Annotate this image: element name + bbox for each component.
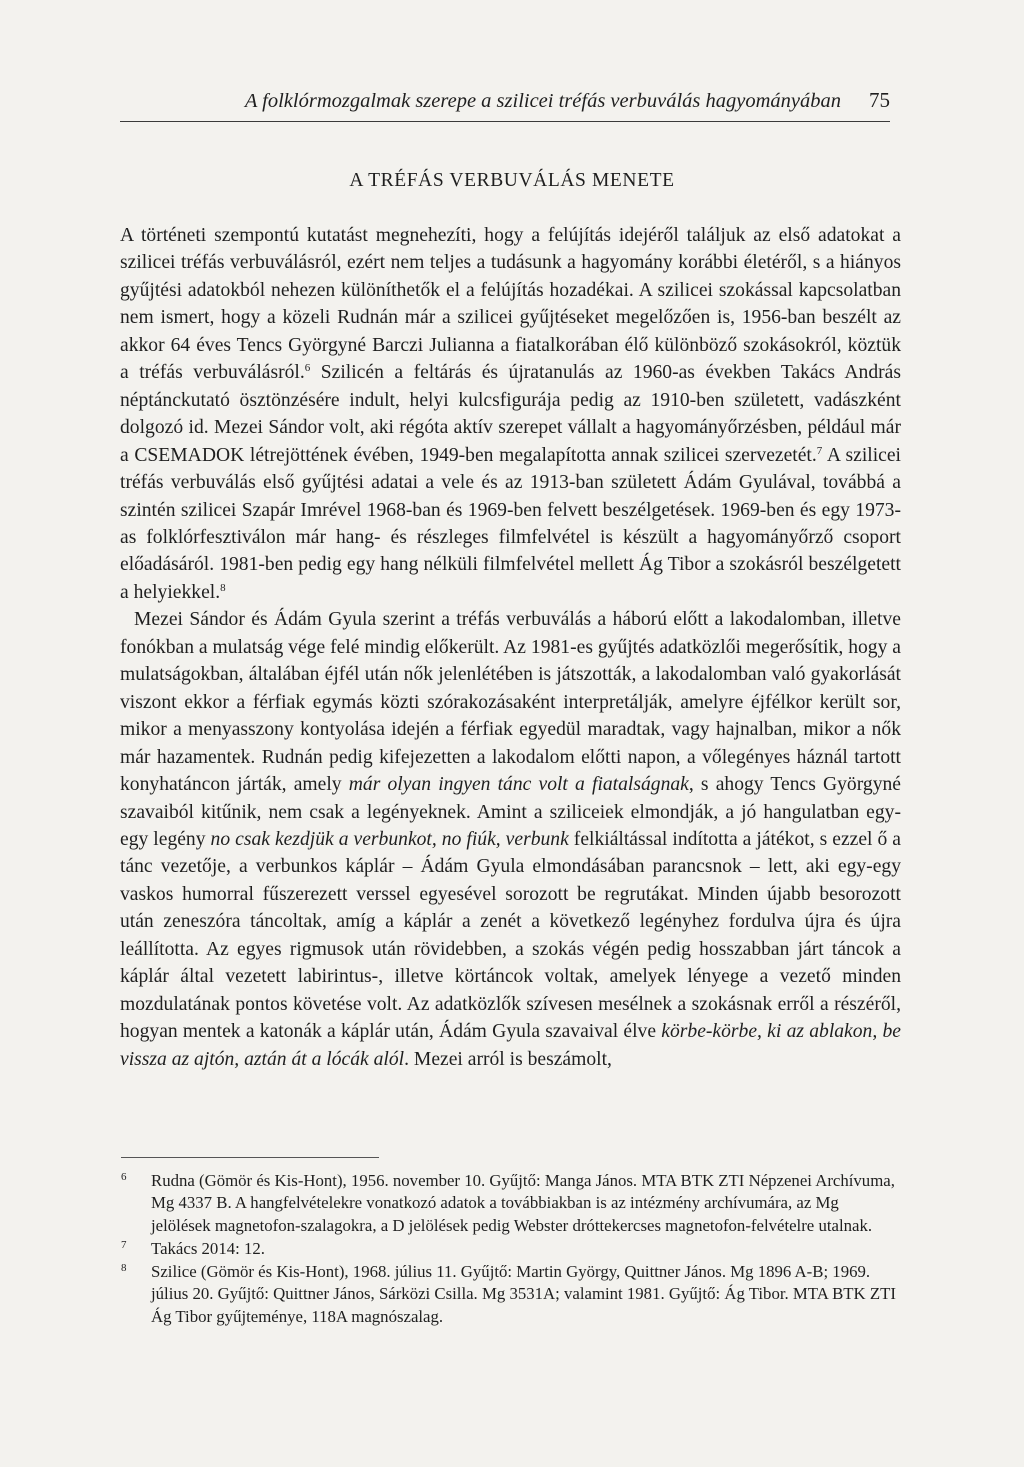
paragraph-2-part-a: Mezei Sándor és Ádám Gyula szerint a tréfás verbuválás a háború előtt a lakodalomban, illetve fonókban a mulatság vége felé mindig előkerült. Az 1981-es gyűjtés adatközlői megerősítik, hogy a mulatságokban, általában éjfél után nők jelenlétében is játszották, a lakodalomban való gyakorlását viszont ekkor a férfiak egymás közti szórakozásaként interpretálják, amelyre éjfélkor került sor, mikor a menyasszony kontyolása idején a férfiak egyedül maradtak, vagy hajnalban, mikor a nők már hazamentek. Rudnán pedig kifejezetten a lakodalom előtti napon, a vőlegényes háznál tartott konyhatáncon járták, amely bbox=[120, 609, 901, 796]
paragraph-2 bbox=[120, 606, 901, 1073]
section-heading: A TRÉFÁS VERBUVÁLÁS MENETE bbox=[349, 170, 675, 191]
page-number: 75 bbox=[869, 88, 890, 112]
footnote-mark: 6 bbox=[121, 1171, 127, 1183]
footnote-7 bbox=[121, 1238, 902, 1260]
paragraph-2-part-d: . Mezei arról is beszámolt, bbox=[404, 1048, 612, 1070]
paragraph-2-part-c: felkiáltással indította a játékot, s ezzel ő a tánc vezetője, a verbunkos káplár – Ádám Gyula elmondásában parancsnok – lett, aki egy-egy vaskos humorral fűszerezett verssel egyesével sorozott be regrutákat. Minden újabb besorozott után zeneszóra táncoltak, amíg a káplár a zenét a következő legényhez fordulva újra és újra leállította. Az egyes rigmusok után rövidebben, a szokás végén pedig hosszabban járt táncok a káplár által vezetett labirintus-, illetve körtáncok voltak, amelyek lényege a vezető minden mozdulatának pontos követése volt. Az adatközlők szívesen mesélnek a szokásnak erről a részéről, hogyan mentek a katonák a káplár után, Ádám Gyula szavaival élve bbox=[120, 828, 901, 1043]
paragraph-2-part-b: , s ahogy Tencs Györgyné szavaiból kitűnik, nem csak a legényeknek. Amint a sziliceiek elmondják, a jó hangulatban egy-egy legény bbox=[120, 774, 901, 850]
paragraph-1 bbox=[120, 222, 901, 606]
footnote-mark: 7 bbox=[121, 1238, 127, 1251]
body-text bbox=[120, 222, 901, 1073]
quote-3: körbe-körbe, ki az ablakon, be vissza az ajtón, aztán át a lócák alól bbox=[120, 1021, 901, 1070]
running-title: A folklórmozgalmak szerepe a szilicei tréfás verbuválás hagyományában bbox=[244, 90, 841, 112]
footnote-text: Szilice (Gömör és Kis-Hont), 1968. július 11. Gyűjtő: Martin György, Quittner János. Mg 1896 A-B; 1969. július 20. Gyűjtő: Quittner János, Sárközi Csilla. Mg 3531A; valamint 1981. Gyűjtő: Ág Tibor. MTA BTK ZTI Ág Tibor gyűjteménye, 118A magnószalag. bbox=[151, 1262, 896, 1326]
footnote-mark: 8 bbox=[121, 1262, 127, 1275]
footnote-divider bbox=[121, 1157, 379, 1158]
footnote-text: Takács 2014: 12. bbox=[151, 1238, 265, 1258]
footnote-6 bbox=[121, 1170, 902, 1237]
paragraph-1-part-c: A szilicei tréfás verbuválás első gyűjtési adatai a vele és az 1913-ban született Ádám Gyulával, továbbá a szintén szilicei Szapár Imrével 1968-ban és 1969-ben felvett beszélgetések. 1969-ben és egy 1973-as folklórfesztiválon már hang- és részleges filmfelvétel is készült a hagyományőrző csoport előadásáról. 1981-ben pedig egy hang nélküli filmfelvétel mellett Ág Tibor a szokásról beszélgetett a helyiekkel. bbox=[120, 444, 902, 603]
footnote-text: Rudna (Gömör és Kis-Hont), 1956. november 10. Gyűjtő: Manga János. MTA BTK ZTI Népzenei Archívuma, Mg 4337 B. A hangfelvételekre vonatkozó adatok a továbbiakban is az intézmény archívumára, az Mg jelölések magnetofon-szalagokra, a D jelölések pedig Webster dróttekercses magnetofon-felvételre utalnak. bbox=[151, 1171, 895, 1235]
quote-2: no csak kezdjük a verbunkot, no fiúk, verbunk bbox=[210, 828, 569, 850]
page-header bbox=[120, 88, 890, 122]
paragraph-1-part-a: A történeti szempontú kutatást megnehezíti, hogy a felújítás idejéről találjuk az első adatokat a szilicei tréfás verbuválásról, ezért nem teljes a tudásunk a hagyomány korábbi életéről, s a hiányos gyűjtési adatokból nehezen különíthetők el a felújítás hozadékai. A szilicei szokással kapcsolatban nem ismert, hogy a közeli Rudnán már a szilicei gyűjtéseket megelőzően is, 1956-ban beszélt az akkor 64 éves Tencs Györgyné Barczi Julianna a fiatalkorában élő különböző szokásokról, köztük a tréfás verbuválásról. bbox=[120, 225, 901, 384]
footnotes bbox=[121, 1170, 902, 1329]
footnote-8 bbox=[121, 1261, 902, 1328]
paragraph-1-part-b: Szilicén a feltárás és újratanulás az 1960-as években Takács András néptánckutató ösztönzésére indult, helyi kulcsfigurája pedig az 1910-ben született, vadászként dolgozó id. Mezei Sándor volt, aki régóta aktív szerepet vállalt a hagyományőrzésben, például már a CSEMADOK létrejöttének évében, 1949-ben megalapította annak szilicei szervezetét. bbox=[120, 362, 901, 466]
footnote-ref-8: 8 bbox=[220, 581, 226, 594]
footnote-ref-7: 7 bbox=[816, 444, 823, 457]
quote-1: már olyan ingyen tánc volt a fiatalságnak bbox=[348, 774, 689, 796]
footnote-ref-6: 6 bbox=[304, 362, 311, 375]
